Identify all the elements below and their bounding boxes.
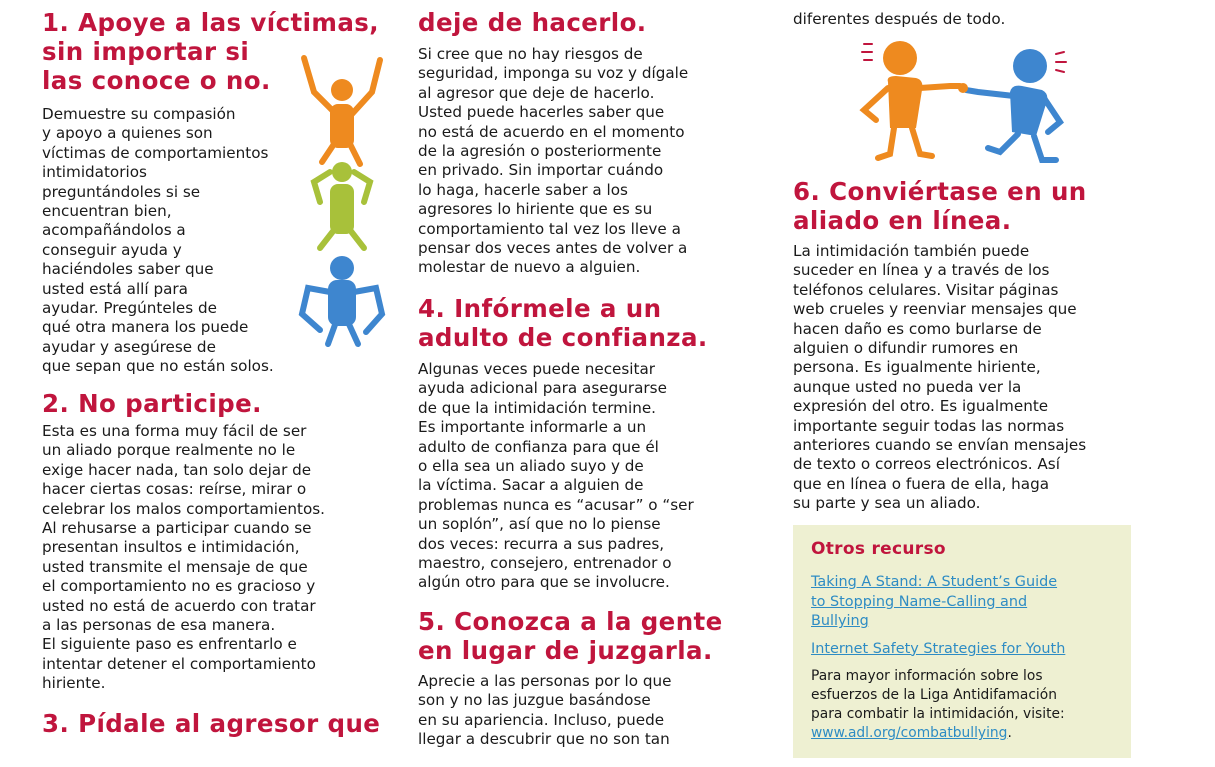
resources-title: Otros recurso <box>811 539 946 559</box>
section-6-body: La intimidación también puede suceder en línea y a través de los teléfonos celulares. Visitar páginas web crueles y reenviar mensajes que hacen daño es como burlarse de alguien o difundir rumores en persona. Es igualmente hiriente, aunque usted no pueda ver la expresión del otro. Es igualmente importante seguir todas las normas anteriores cuando se envían mensajes de texto o correos electrónicos. Así que en línea o fuera de ella, haga su parte y sea un aliado. <box>793 242 1087 513</box>
resources-note-text: Para mayor información sobre los esfuerzos de la Liga Antidifamación para combatir la intimidación, visite: <box>811 668 1065 723</box>
section-4-title: 4. Infórmele a un adulto de confianza. <box>418 294 708 352</box>
section-2-title: 2. No participe. <box>42 389 262 418</box>
section-1-title: 1. Apoye a las víctimas, sin importar si las conoce o no. <box>42 8 379 95</box>
section-3-title-continued: deje de hacerlo. <box>418 8 647 37</box>
section-6-title: 6. Conviértase en un aliado en línea. <box>793 177 1087 235</box>
section-1-body: Demuestre su compasión y apoyo a quienes son víctimas de comportamientos intimidatorios preguntándoles si se encuentran bien, acompañándolos a conseguir ayuda y haciéndoles saber que usted está allí para ayudar. Pregúnteles de qué otra manera los puede ayudar y asegúrese de que sepan que no están solos. <box>42 105 274 376</box>
section-5-title: 5. Conozca a la gente en lugar de juzgarla. <box>418 607 723 665</box>
resources-url-suffix: . <box>1007 725 1012 742</box>
resources-url-link[interactable]: www.adl.org/combatbullying <box>811 725 1008 742</box>
resource-link-taking-a-stand[interactable]: Taking A Stand: A Student’s Guide to Stopping Name-Calling and Bullying <box>811 574 1058 630</box>
stacked-figures-icon <box>292 52 392 352</box>
section-3-body: Si cree que no hay riesgos de seguridad, imponga su voz y dígale al agresor que deje de hacerlo. Usted puede hacerles saber que no está de acuerdo en el momento de la agresión o posteriormente en privado. Sin importar cuándo lo haga, hacerle saber a los agresores lo hiriente que es su comportamiento tal vez los lleve a pensar dos veces antes de volver a molestar de nuevo a alguien. <box>418 45 689 277</box>
section-2-body: Esta es una forma muy fácil de ser un aliado porque realmente no le exige hacer nada, tan solo dejar de hacer ciertas cosas: reírse, mirar o celebrar los malos comportamientos. Al rehusarse a participar cuando se presentan insultos e intimidación, usted transmite el mensaje de que el comportamiento no es gracioso y usted no está de acuerdo con tratar a las personas de esa manera. El siguiente paso es enfrentarlo e intentar detener el comportamiento hiriente. <box>42 422 325 693</box>
handshake-figures-icon <box>850 36 1080 168</box>
section-4-body: Algunas veces puede necesitar ayuda adicional para asegurarse de que la intimidación termine. Es importante informarle a un adulto de confianza para que él o ella sea un aliado suyo y de la víctima. Sacar a alguien de problemas nunca es “acusar” o “ser un soplón”, así que no lo piense dos veces: recurra a sus padres, maestro, consejero, entrenador o algún otro para que se involucre. <box>418 360 694 592</box>
resources-note <box>811 667 1113 743</box>
section-5-body-continued: diferentes después de todo. <box>793 10 1006 28</box>
resource-link-internet-safety[interactable]: Internet Safety Strategies for Youth <box>811 640 1066 657</box>
resources-box <box>793 525 1131 758</box>
section-5-body: Aprecie a las personas por lo que son y no las juzgue basándose en su apariencia. Incluso, puede llegar a descubrir que no son tan <box>418 672 672 749</box>
section-3-title: 3. Pídale al agresor que <box>42 709 381 738</box>
